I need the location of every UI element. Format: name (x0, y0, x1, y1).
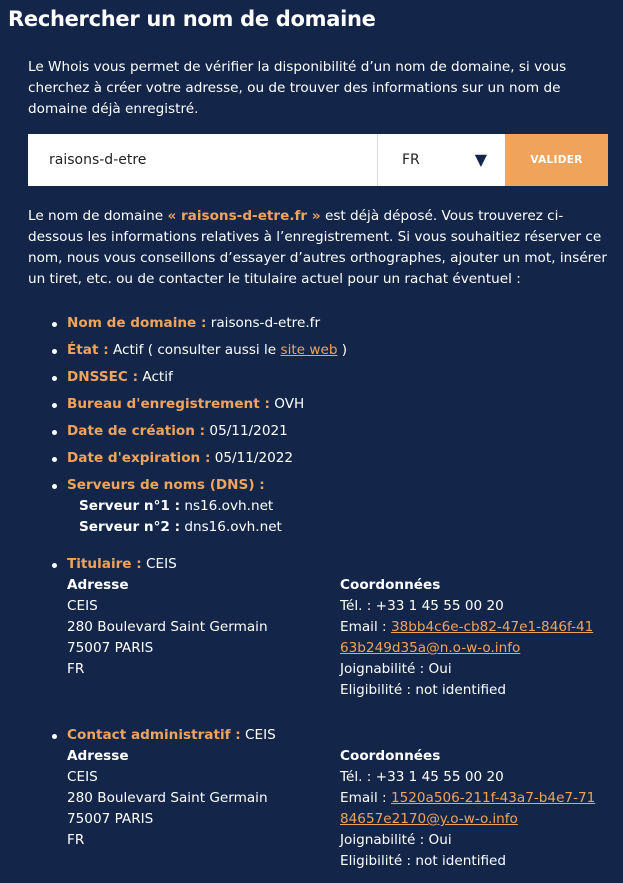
registrar-value: OVH (269, 396, 305, 412)
holder-address-title: Adresse (67, 577, 129, 593)
dns-server-2-label: Serveur n°2 : (79, 519, 181, 535)
list-item-created (50, 421, 610, 448)
holder-heading (50, 554, 610, 575)
dns-server-1-value: ns16.ovh.net (180, 498, 274, 514)
holder-address-line: 280 Boulevard Saint Germain (67, 619, 268, 635)
holder-reachability: Joignabilité : Oui (340, 661, 452, 677)
expires-value: 05/11/2022 (210, 450, 294, 466)
page-title: Rechercher un nom de domaine (8, 7, 376, 31)
dns-server-1 (50, 496, 610, 517)
domain-search-form (28, 134, 608, 186)
admin-coords-title: Coordonnées (340, 748, 441, 764)
website-link[interactable]: site web (280, 342, 338, 358)
dropdown-arrow-icon: ▼ (474, 150, 487, 169)
admin-heading (50, 725, 610, 746)
domain-value: raisons-d-etre.fr (206, 315, 321, 331)
holder-address-line: FR (67, 661, 85, 677)
holder-coordinates (340, 575, 600, 701)
dnssec-value: Actif (138, 369, 173, 385)
holder-eligibility: Eligibilité : not identified (340, 682, 507, 698)
holder-address-line: 75007 PARIS (67, 640, 154, 656)
dns-server-1-label: Serveur n°1 : (79, 498, 181, 514)
admin-name: CEIS (240, 727, 276, 743)
created-label: Date de création : (67, 423, 206, 439)
domain-info-list (50, 313, 610, 475)
result-suffix: est déjà déposé. Vous trouverez ci-dessous les informations relatives à l’enregistrement. Si vous souhaitiez réserver ce nom, nous vous conseillons d’essayer d’autres orthographes, ajouter un mot, insérer un tiret, etc. ou de contacter le titulaire actuel pour un rachat éventuel : (28, 208, 607, 287)
admin-email-row (340, 788, 600, 830)
dns-label: Serveurs de noms (DNS) : (50, 475, 610, 496)
state-value: Actif (108, 342, 144, 358)
list-item-dnssec (50, 367, 610, 394)
holder-coords-title: Coordonnées (340, 577, 441, 593)
holder-email-link[interactable]: 38bb4c6e-cb82-47e1-846f-4163b249d35a@n.o-w-o.info (340, 619, 594, 656)
list-item-state (50, 340, 610, 367)
domain-label: Nom de domaine : (67, 315, 207, 331)
holder-name: CEIS (141, 556, 177, 572)
holder-email-row (340, 617, 600, 659)
admin-email-label: Email : (340, 790, 391, 806)
admin-address-title: Adresse (67, 748, 129, 764)
admin-columns (50, 746, 610, 872)
holder-section (50, 554, 610, 701)
holder-phone: Tél. : +33 1 45 55 00 20 (340, 598, 504, 614)
holder-address (50, 575, 340, 701)
admin-eligibility: Eligibilité : not identified (340, 853, 507, 869)
holder-columns (50, 575, 610, 701)
result-prefix: Le nom de domaine (28, 208, 168, 224)
created-value: 05/11/2021 (205, 423, 288, 439)
dns-server-2 (50, 517, 610, 538)
registrar-label: Bureau d'enregistrement : (67, 396, 270, 412)
result-message (28, 206, 608, 290)
list-item-expires (50, 448, 610, 475)
admin-address-line: 75007 PARIS (67, 811, 154, 827)
dns-section (50, 475, 610, 538)
holder-address-line: CEIS (67, 598, 98, 614)
admin-address-line: CEIS (67, 769, 98, 785)
admin-label: Contact administratif : (67, 727, 241, 743)
admin-email-link[interactable]: 1520a506-211f-43a7-b4e7-7184657e2170@y.o-w-o.info (340, 790, 596, 827)
admin-coordinates (340, 746, 600, 872)
dnssec-label: DNSSEC : (67, 369, 139, 385)
holder-label: Titulaire : (67, 556, 142, 572)
admin-reachability: Joignabilité : Oui (340, 832, 452, 848)
state-note-pre: ( consulter aussi le (143, 342, 281, 358)
expires-label: Date d'expiration : (67, 450, 211, 466)
domain-search-input[interactable] (28, 134, 377, 186)
state-label: État : (67, 342, 109, 358)
intro-text: Le Whois vous permet de vérifier la disponibilité d’un nom de domaine, si vous cherchez à créer votre adresse, ou de trouver des informations sur un nom de domaine déjà enregistré. (28, 59, 567, 117)
admin-contact-section (50, 725, 610, 872)
result-domain: « raisons-d-etre.fr » (167, 208, 321, 224)
dns-server-2-value: dns16.ovh.net (180, 519, 282, 535)
list-item-registrar (50, 394, 610, 421)
holder-email-label: Email : (340, 619, 391, 635)
tld-select[interactable] (377, 134, 505, 186)
validate-button[interactable]: VALIDER (505, 134, 608, 186)
admin-address-line: FR (67, 832, 85, 848)
admin-phone: Tél. : +33 1 45 55 00 20 (340, 769, 504, 785)
list-item-domain (50, 313, 610, 340)
admin-address-line: 280 Boulevard Saint Germain (67, 790, 268, 806)
tld-selected-value: FR (402, 151, 420, 168)
state-note-post: ) (337, 342, 348, 358)
admin-address (50, 746, 340, 872)
